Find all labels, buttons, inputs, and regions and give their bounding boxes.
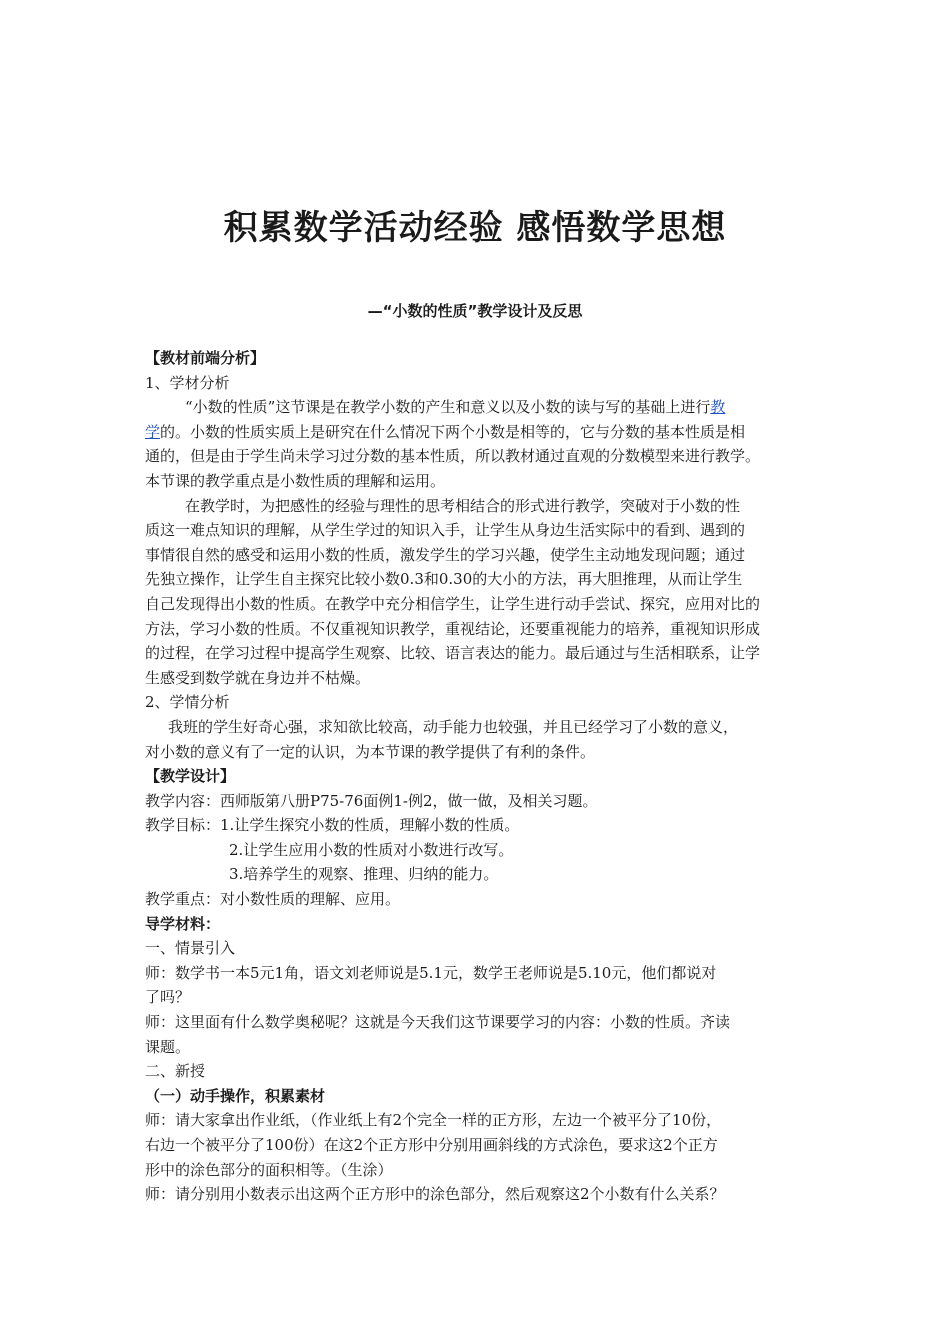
subsection-heading-hands-on: （一）动手操作，积累素材: [145, 1086, 326, 1105]
paragraph-line: 的过程，在学习过程中提高学生观察、比较、语言表达的能力。最后通过与生活相联系，让学: [145, 644, 761, 663]
guide-materials-heading: 导学材料：: [145, 914, 221, 933]
subheading-student-analysis: 2、学情分析: [145, 693, 230, 712]
paragraph-line: 本节课的教学重点是小数性质的理解和运用。: [145, 471, 446, 490]
paragraph-line: 先独立操作，让学生自主探究比较小数0.3和0.30的大小的方法，再大胆推理，从而让学生: [145, 570, 743, 589]
paragraph-line: 师：这里面有什么数学奥秘呢？这就是今天我们这节课要学习的内容：小数的性质。齐读: [145, 1013, 731, 1032]
teaching-goal-2: 2.让学生应用小数的性质对小数进行改写。: [229, 840, 514, 859]
keyword-link[interactable]: 教: [710, 398, 726, 417]
paragraph-line: 方法，学习小数的性质。不仅重视知识教学，重视结论，还要重视能力的培养，重视知识形成: [145, 619, 761, 638]
section-heading-design: 【教学设计】: [145, 767, 236, 786]
paragraph-line: 了吗？: [145, 988, 191, 1007]
paragraph-line: 师：请大家拿出作业纸，（作业纸上有2个完全一样的正方形，左边一个被平分了10份，: [145, 1111, 722, 1130]
subheading-material-analysis: 1、学材分析: [145, 373, 230, 392]
teaching-content: 教学内容：西师版第八册P75-76面例1-例2，做一做，及相关习题。: [145, 791, 598, 810]
keyword-link[interactable]: 学: [145, 422, 161, 441]
paragraph-line: 自己发现得出小数的性质。在教学中充分相信学生，让学生进行动手尝试、探究，应用对比的: [145, 594, 761, 613]
paragraph-line: [145, 420, 825, 445]
paragraph-line: 质这一难点知识的理解，从学生学过的知识入手，让学生从身边生活实际中的看到、遇到的: [145, 521, 746, 540]
text-span: 的。小数的性质实质上是研究在什么情况下两个小数是相等的，它与分数的基本性质是相: [160, 422, 746, 441]
paragraph-line: 课题。: [145, 1037, 191, 1056]
part-heading-new-lesson: 二、新授: [145, 1062, 206, 1081]
paragraph-line: 对小数的意义有了一定的认识，为本节课的教学提供了有利的条件。: [145, 742, 596, 761]
document-subtitle: —“小数的性质”教学设计及反思: [367, 302, 583, 320]
paragraph-line: 在教学时，为把感性的经验与理性的思考相结合的形式进行教学，突破对于小数的性: [185, 496, 741, 515]
paragraph-line: 我班的学生好奇心强，求知欲比较高，动手能力也较强，并且已经学习了小数的意义，: [168, 717, 739, 736]
paragraph-line: 右边一个被平分了100份）在这2个正方形中分别用画斜线的方式涂色，要求这2个正方: [145, 1136, 718, 1154]
teaching-goal-1: 教学目标：1.让学生探究小数的性质，理解小数的性质。: [145, 816, 520, 835]
teaching-goal-3: 3.培养学生的观察、推理、归纳的能力。: [229, 865, 499, 884]
paragraph-line: 形中的涂色部分的面积相等。（生涂）: [145, 1160, 393, 1179]
paragraph-line: 事情很自然的感受和运用小数的性质，激发学生的学习兴趣，使学生主动地发现问题；通过: [145, 545, 746, 564]
paragraph-line: 通的，但是由于学生尚未学习过分数的基本性质，所以教材通过直观的分数模型来进行教学。: [145, 447, 761, 466]
paragraph-line: 师：数学书一本5元1角，语文刘老师说是5.1元，数学王老师说是5.10元，他们都说对: [145, 963, 717, 982]
paragraph-line: 生感受到数学就在身边并不枯燥。: [145, 668, 371, 687]
part-heading-intro: 一、情景引入: [145, 939, 236, 958]
document-body: [145, 346, 825, 1207]
text-span: “小数的性质”这节课是在教学小数的产生和意义以及小数的读与写的基础上进行: [185, 398, 711, 417]
teaching-key-point: 教学重点：对小数性质的理解、应用。: [145, 890, 401, 909]
paragraph-line: [145, 395, 825, 420]
paragraph-line: 师：请分别用小数表示出这两个正方形中的涂色部分，然后观察这2个小数有什么关系？: [145, 1185, 725, 1204]
section-heading-analysis: 【教材前端分析】: [145, 349, 266, 367]
document-title: 积累数学活动经验 感悟数学思想: [223, 208, 727, 248]
